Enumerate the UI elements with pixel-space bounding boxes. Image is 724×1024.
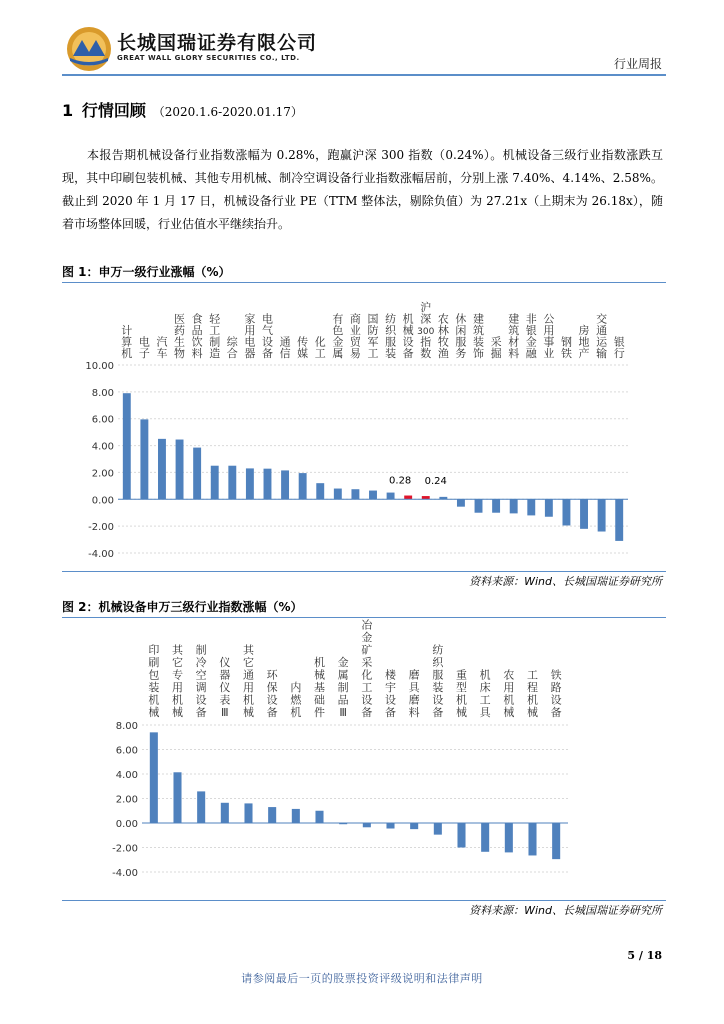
- bar: [552, 823, 560, 859]
- category-label: 汽车: [156, 335, 168, 360]
- bar: [281, 470, 289, 499]
- category-label: 沪深 300 指数: [417, 301, 435, 360]
- figure-2-source: 资料来源：Wind、长城国瑞证券研究所: [469, 904, 662, 917]
- bar: [228, 466, 236, 500]
- category-label: 商业贸易: [349, 312, 361, 360]
- bar: [292, 809, 300, 823]
- bar: [315, 811, 323, 823]
- category-label: 农林牧渔: [437, 312, 449, 360]
- y-tick-label: -4.00: [88, 549, 114, 560]
- category-label: 内燃机: [290, 681, 302, 719]
- bar: [173, 772, 181, 823]
- footer-disclaimer: 请参阅最后一页的股票投资评级说明和法律声明: [241, 972, 483, 985]
- bar: [615, 499, 623, 541]
- company-name-en: GREAT WALL GLORY SECURITIES CO., LTD.: [117, 54, 300, 62]
- bar: [481, 823, 489, 852]
- bar: [580, 499, 588, 529]
- category-label: 农用机械: [503, 668, 515, 719]
- bar: [221, 803, 229, 823]
- data-label: 0.28: [389, 475, 412, 487]
- bar: [369, 491, 377, 500]
- bar: [351, 489, 359, 499]
- section-title: 行情回顾: [81, 101, 146, 120]
- category-label: 工程机械: [527, 668, 538, 719]
- category-label: 铁路设备: [550, 668, 562, 719]
- figure-2-title: 图 2：机械设备申万三级行业指数涨幅（%）: [62, 600, 303, 614]
- body-paragraph: 本报告期机械设备行业指数涨幅为 0.28%，跑赢沪深 300 指数（0.24%）。机械设备三级行业指数涨跌互现，其中印刷包装机械、其他专用机械、制冷空调设备行业指数涨幅居前，分别上涨 7.40%、4.14%、2.58%。截止到 2020 年 1 月 17 日，机械设备行业 PE（TTM 整体法，剔除负值）为 27.21x（上期末为 26.18x），随着市场整体回暖，行业估值水平继续抬升。: [62, 148, 663, 231]
- bar: [334, 489, 342, 500]
- bar: [527, 499, 535, 515]
- figure-1-source: 资料来源：Wind、长城国瑞证券研究所: [469, 575, 662, 588]
- category-label: 建筑装饰: [473, 312, 485, 360]
- bar: [505, 823, 513, 852]
- bar: [404, 496, 412, 500]
- bar: [150, 732, 158, 823]
- y-tick-label: 8.00: [91, 387, 114, 399]
- category-label: 交通运输: [596, 312, 608, 360]
- bar: [158, 439, 166, 499]
- category-label: 化工: [314, 335, 326, 360]
- category-label: 通信: [279, 335, 291, 360]
- bar: [510, 499, 518, 513]
- company-logo: [66, 26, 112, 72]
- category-label: 钢铁: [560, 335, 572, 360]
- category-label: 制冷空调设备: [195, 643, 207, 719]
- category-label: 仪器仪表 Ⅲ: [219, 656, 231, 719]
- category-label: 纺织服装设备: [432, 643, 444, 719]
- category-label: 冶金矿采化工设备: [361, 619, 373, 719]
- category-label: 建筑材料: [508, 312, 520, 360]
- category-label: 机床工具: [479, 668, 491, 719]
- data-label: 0.24: [424, 476, 447, 488]
- y-tick-label: 4.00: [91, 441, 114, 453]
- figure-2-chart: [62, 619, 666, 899]
- figure-1-bottom-rule: [62, 571, 666, 572]
- company-name-cn: 长城国瑞证券有限公司: [117, 32, 318, 54]
- bar: [562, 499, 570, 525]
- y-tick-label: 8.00: [115, 721, 138, 732]
- category-label: 其它通用机械: [243, 643, 254, 719]
- y-tick-label: 2.00: [115, 794, 138, 806]
- bar: [475, 499, 483, 512]
- y-tick-label: 10.00: [85, 361, 114, 372]
- bar: [197, 791, 205, 823]
- category-label: 磨具磨料: [408, 668, 420, 719]
- category-label: 银行: [613, 335, 625, 360]
- figure-2-bottom-rule: [62, 900, 666, 901]
- figure-1-chart: [62, 284, 666, 570]
- bar: [434, 823, 442, 835]
- category-label: 环保设备: [266, 668, 278, 719]
- y-tick-label: 0.00: [115, 819, 138, 830]
- category-label: 非银金融: [525, 312, 537, 360]
- page-number: 5 / 18: [627, 949, 662, 962]
- y-tick-label: 6.00: [115, 745, 138, 757]
- bar: [176, 440, 184, 500]
- category-label: 休闲服务: [455, 312, 467, 360]
- figure-1-top-rule: [62, 282, 666, 283]
- header-divider: [62, 74, 666, 76]
- y-tick-label: -2.00: [88, 522, 114, 534]
- bar: [211, 466, 219, 500]
- bar: [492, 499, 500, 512]
- category-label: 机械设备: [402, 312, 414, 360]
- y-tick-label: -2.00: [112, 843, 138, 855]
- y-tick-label: 0.00: [91, 495, 114, 507]
- bar: [193, 448, 201, 500]
- category-label: 印刷包装机械: [148, 643, 160, 719]
- category-label: 纺织服装: [385, 312, 397, 360]
- category-label: 电子: [138, 335, 150, 360]
- bar: [244, 803, 252, 823]
- category-label: 综合: [226, 335, 238, 360]
- bar: [457, 499, 465, 506]
- bar: [387, 493, 395, 500]
- category-label: 机械基础件: [314, 656, 325, 719]
- y-tick-label: 4.00: [115, 770, 138, 781]
- bar: [457, 823, 465, 848]
- bar: [264, 469, 272, 500]
- category-label: 计算机: [121, 324, 133, 360]
- bar: [386, 823, 394, 829]
- category-label: 国防军工: [367, 312, 379, 360]
- bar: [363, 823, 371, 827]
- category-label: 家用电器: [244, 312, 256, 360]
- category-label: 传媒: [297, 335, 309, 360]
- bar: [268, 807, 276, 823]
- category-label: 食品饮料: [191, 312, 203, 360]
- bar: [410, 823, 418, 829]
- section-date-range: （2020.1.6-2020.01.17）: [152, 105, 303, 119]
- bar: [598, 499, 606, 531]
- bar: [528, 823, 536, 855]
- bar: [246, 468, 254, 499]
- category-label: 其它专用机械: [172, 643, 183, 719]
- bar: [316, 483, 324, 499]
- category-label: 电气设备: [261, 312, 273, 360]
- bar: [123, 393, 131, 499]
- section-number: 1: [62, 101, 74, 120]
- category-label: 医药生物: [174, 312, 186, 360]
- y-tick-label: 2.00: [91, 468, 114, 480]
- category-label: 轻工制造: [209, 312, 221, 360]
- bar: [140, 419, 148, 499]
- category-label: 公用事业: [543, 312, 555, 360]
- category-label: 有色金属: [332, 312, 344, 360]
- figure-1-title: 图 1：申万一级行业涨幅（%）: [62, 265, 231, 279]
- category-label: 重型机械: [456, 668, 467, 719]
- y-tick-label: -4.00: [112, 868, 138, 879]
- section-heading: [62, 98, 303, 121]
- bar: [299, 473, 307, 499]
- report-type-label: 行业周报: [613, 57, 662, 71]
- category-label: 金属制品 Ⅲ: [337, 656, 349, 719]
- category-label: 采掘: [490, 335, 502, 360]
- category-label: 楼宇设备: [385, 668, 396, 719]
- category-label: 房地产: [578, 324, 590, 360]
- bar: [545, 499, 553, 516]
- y-tick-label: 6.00: [91, 414, 114, 426]
- figure-2-top-rule: [62, 617, 666, 618]
